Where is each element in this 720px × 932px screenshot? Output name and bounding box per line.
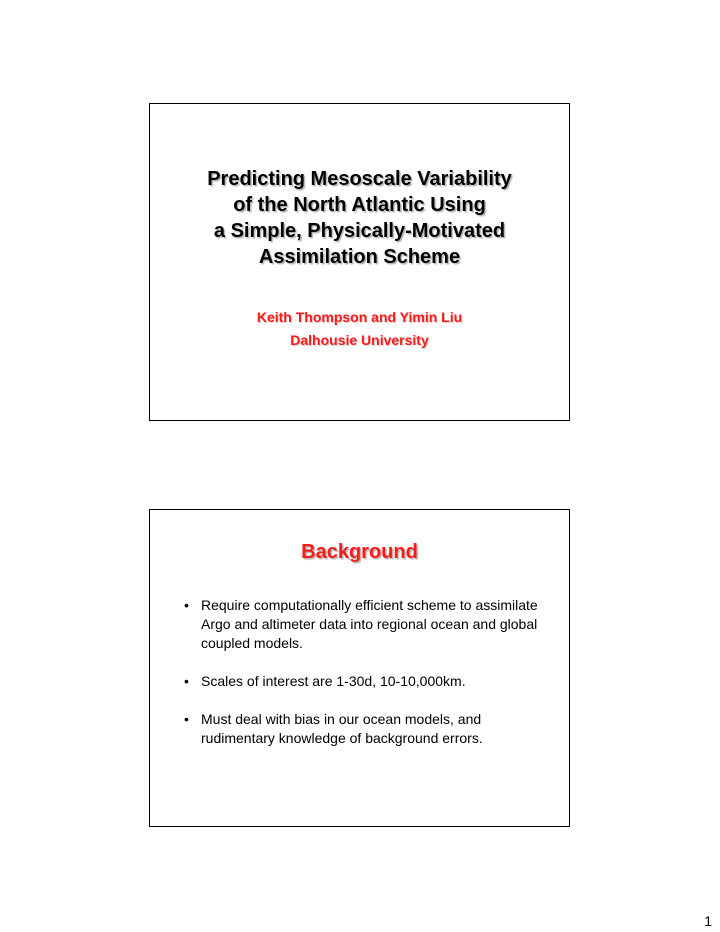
slide-title-line: of the North Atlantic Using — [233, 194, 486, 216]
author-names: Keith Thompson and Yimin Liu — [256, 309, 463, 325]
slide-title — [150, 166, 569, 270]
author-block — [150, 306, 569, 352]
bullet-item — [184, 672, 549, 691]
bullet-item — [184, 710, 549, 748]
bullet-icon: • — [184, 711, 189, 727]
background-slide — [149, 509, 570, 827]
bullet-text: Require computationally efficient scheme to assimilate Argo and altimeter data into regional ocean and global coupled models. — [201, 597, 538, 651]
author-affiliation: Dalhousie University — [290, 332, 429, 348]
bullet-icon: • — [184, 597, 189, 613]
bullet-text: Scales of interest are 1-30d, 10-10,000km. — [201, 673, 466, 689]
slide-title-line: Predicting Mesoscale Variability — [207, 168, 512, 190]
bullet-icon: • — [184, 673, 189, 689]
bullet-list — [184, 596, 549, 767]
bullet-text: Must deal with bias in our ocean models, and rudimentary knowledge of background errors. — [201, 711, 483, 746]
slide-title: Background — [301, 541, 418, 563]
title-slide — [149, 103, 570, 421]
bullet-item — [184, 596, 549, 653]
slide-title-line: a Simple, Physically-Motivated — [213, 220, 506, 242]
page-number: 1 — [704, 913, 712, 929]
slide-title-line: Assimilation Scheme — [258, 246, 461, 268]
